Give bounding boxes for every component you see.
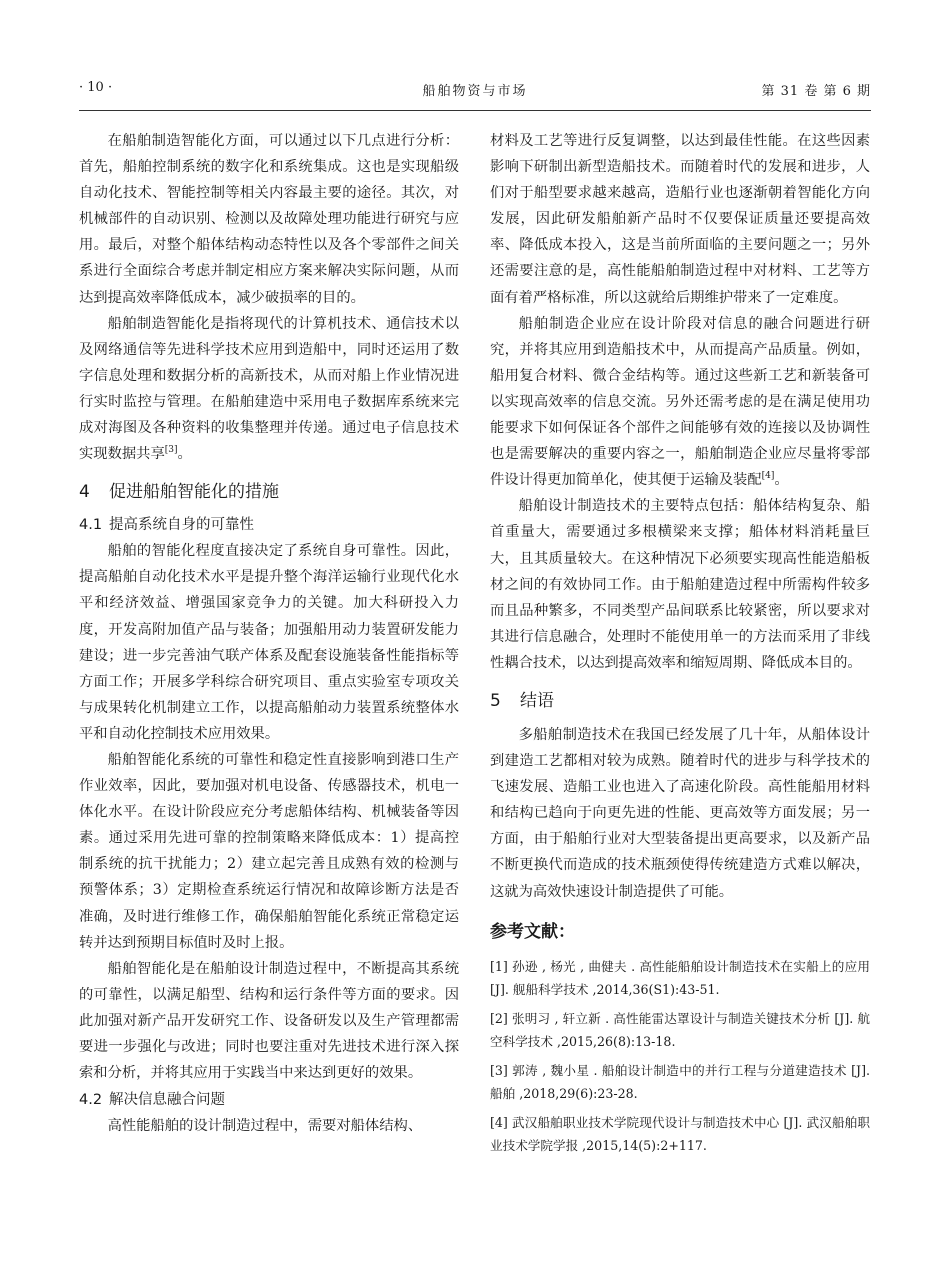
paragraph	[490, 311, 870, 494]
paragraph: 多船舶制造技术在我国已经发展了几十年，从船体设计到建造工艺都相对较为成熟。随着时代的进步与科学技术的飞速发展、造船工业也进入了高速化阶段。高性能船用材料和结构已趋向于向更先进的性能、更高效等方面发展；另一方面，由于船舶行业对大型装备提出更高要求，以及新产品不断更换代而造成的技术瓶颈使得传统建造方式难以解决，这就为高效快速设计制造提供了可能。	[490, 726, 870, 900]
section-title: 结语	[520, 690, 554, 711]
section-number: 4	[79, 482, 90, 503]
paragraph: 船舶的智能化程度直接决定了系统自身可靠性。因此，提高船舶自动化技术水平是提升整个海洋运输行业现代化水平和经济效益、增强国家竞争力的关键。加大科研投入力度，开发高附加值产品与装备；加强船用动力装置研发能力建设；进一步完善油气联产体系及配套设施装备性能指标等方面工作；开展多学科综合研究项目、重点实验室专项攻关与成果转化机制建立工作，以提高船舶动力装置系统整体水平和自动化控制技术应用效果。	[79, 543, 459, 742]
paragraph: 高性能船舶的设计制造过程中，需要对船体结构、	[107, 1118, 423, 1135]
subsection-title: 提高系统自身的可靠性	[109, 517, 254, 534]
subsection-title: 解决信息融合问题	[109, 1092, 225, 1109]
paragraph: 船舶智能化系统的可靠性和稳定性直接影响到港口生产作业效率，因此，要加强对机电设备、传感器技术，机电一体化水平。在设计阶段应充分考虑船体结构、机械装备等因素。通过采用先进可靠的控制策略来降低成本：1）提高控制系统的抗干扰能力；2）建立起完善且成熟有效的检测与预警体系；3）定期检查系统运行情况和故障诊断方法是否准确，及时进行维修工作，确保船舶智能化系统正常稳定运转并达到预期目标值时及时上报。	[79, 751, 459, 951]
right-column	[490, 128, 870, 1163]
reference-item: [1] 孙逊 , 杨光 , 曲健夫 . 高性能船舶设计制造技术在实船上的应用 [J]. 舰船科学技术 ,2014,36(S1):43-51.	[490, 958, 870, 997]
subsection-heading-4-2	[79, 1088, 459, 1113]
paragraph-text: 船舶制造智能化是指将现代的计算机技术、通信技术以及网络通信等先进科学技术应用到造船中，同时还运用了数字信息处理和数据分析的高新技术，从而对船上作业情况进行实时监控与管理。在船舶建造中采用电子数据库系统来完成对海图及各种资料的收集整理并传递。通过电子信息技术实现数据共享	[79, 315, 459, 463]
section-heading-4	[79, 479, 459, 505]
page-number: · 10 ·	[79, 80, 113, 95]
paragraph-text: 船舶制造企业应在设计阶段对信息的融合问题进行研究，并将其应用到造船技术中，从而提高产品质量。例如，船用复合材料、微合金结构等。通过这些新工艺和新装备可以实现高效率的信息交流。另外还需考虑的是在满足使用功能要求下如何保证各个部件之间能够有效的连接以及协调性也是需要解决的重要内容之一，船舶制造企业应尽量将零部件设计得更加简单化，使其便于运输及装配	[490, 315, 870, 489]
subsection-heading-4-1	[79, 513, 459, 538]
paragraph: 在船舶制造智能化方面，可以通过以下几点进行分析：首先，船舶控制系统的数字化和系统集成。这也是实现船级自动化技术、智能控制等相关内容最主要的途径。其次，对机械部件的自动识别、检测以及故障处理功能进行研究与应用。最后，对整个船体结构动态特性以及各个零部件之间关系进行全面综合考虑并制定相应方案来解决实际问题，从而达到提高效率降低成本，减少破损率的目的。	[79, 133, 459, 306]
subsection-number: 4.2	[79, 1092, 103, 1109]
section-heading-5	[490, 688, 870, 714]
paragraph-end: 。	[177, 446, 192, 463]
subsection-number: 4.1	[79, 517, 103, 534]
journal-name: 船舶物资与市场	[422, 84, 528, 99]
section-number: 5	[490, 690, 501, 711]
paragraph	[79, 311, 459, 468]
citation[interactable]: [3]	[164, 445, 178, 456]
running-header	[79, 80, 871, 102]
references-heading: 参考文献：	[490, 921, 575, 942]
reference-item: [4] 武汉船舶职业技术学院现代设计与制造技术中心 [J]. 武汉船舶职业技术学院学报 ,2015,14(5):2+117.	[490, 1114, 870, 1153]
reference-item: [3] 郭涛 , 魏小星 . 船舶设计制造中的并行工程与分道建造技术 [J]. 船舶 ,2018,29(6):23-28.	[490, 1062, 870, 1101]
header-rule	[79, 110, 871, 111]
paragraph-end: 。	[774, 472, 789, 489]
issue-info: 第 31 卷 第 6 期	[761, 84, 871, 99]
paragraph: 材料及工艺等进行反复调整，以达到最佳性能。在这些因素影响下研制出新型造船技术。而随着时代的发展和进步，人们对于船型要求越来越高，造船行业也逐渐朝着智能化方向发展，因此研发船舶新产品时不仅要保证质量还要提高效率、降低成本投入，这是当前所面临的主要问题之一；另外还需要注意的是，高性能船舶制造过程中对材料、工艺等方面有着严格标准，所以这就给后期维护带来了一定难度。	[490, 133, 870, 306]
reference-item: [2] 张明习 , 轩立新 . 高性能雷达罩设计与制造关键技术分析 [J]. 航空科学技术 ,2015,26(8):13-18.	[490, 1010, 870, 1049]
citation[interactable]: [4]	[761, 471, 775, 482]
paragraph: 船舶设计制造技术的主要特点包括：船体结构复杂、船首重量大，需要通过多根横梁来支撑；船体材料消耗量巨大，且其质量较大。在这种情况下必须要实现高性能造船板材之间的有效协同工作。由于船舶建造过程中所需构件较多而且品种繁多，不同类型产品间联系比较紧密，所以要求对其进行信息融合，处理时不能使用单一的方法而采用了非线性耦合技术，以达到提高效率和缩短周期、降低成本目的。	[490, 498, 870, 671]
paragraph: 船舶智能化是在船舶设计制造过程中，不断提高其系统的可靠性，以满足船型、结构和运行条件等方面的要求。因此加强对新产品开发研究工作、设备研发以及生产管理都需要进一步强化与改进；同时也要注重对先进技术进行深入探索和分析，并将其应用于实践当中来达到更好的效果。	[79, 960, 459, 1082]
section-title: 促进船舶智能化的措施	[109, 482, 279, 503]
left-column	[79, 128, 459, 1139]
